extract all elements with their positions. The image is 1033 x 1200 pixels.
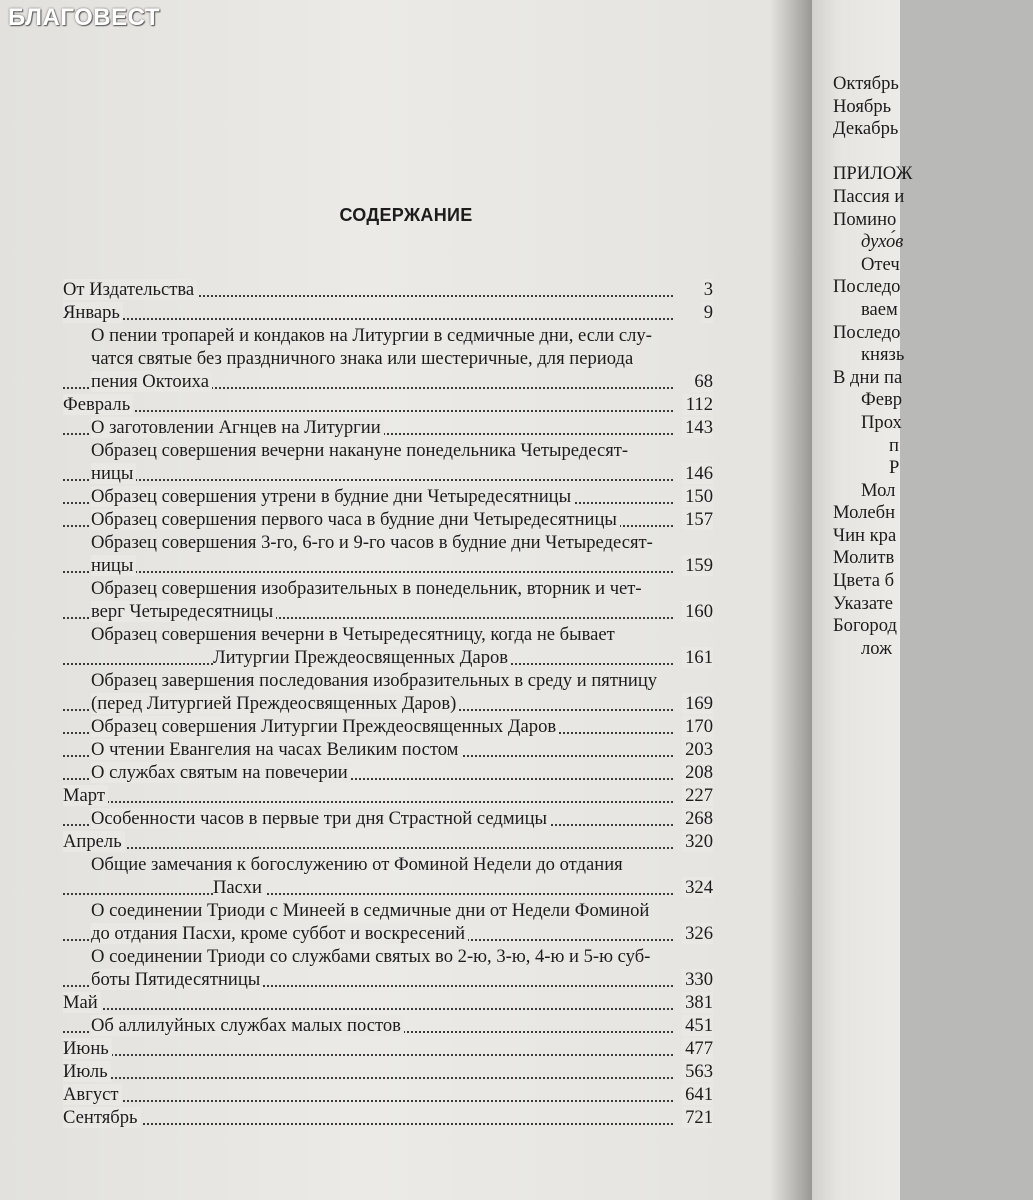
toc-entry-title: Январь: [63, 302, 123, 323]
toc-entry-title: ницы: [91, 463, 136, 484]
toc-entry: [63, 462, 713, 485]
right-page-line: Молебн: [833, 502, 896, 524]
right-page-line: Чин кра: [833, 524, 897, 546]
toc-entry: [63, 784, 713, 807]
toc-entry: [63, 393, 713, 416]
toc-page-number: 161: [682, 647, 713, 668]
toc-entry-line: чатся святые без праздничного знака или шестеричные, для периода: [91, 348, 634, 369]
toc-page-number: 143: [682, 417, 713, 438]
toc-entry-title: От Издательства: [63, 279, 197, 300]
toc-entry-line: Общие замечания к богослужению от Фоминой Недели до отдания: [91, 854, 623, 875]
toc-entry-title: О службах святым на повечерии: [91, 762, 351, 783]
toc-entry: [63, 761, 713, 784]
toc-entry-title: Образец совершения первого часа в будние дни Четыредесятницы: [91, 509, 620, 530]
toc-entry: [63, 278, 713, 301]
toc-entry: [63, 1060, 713, 1083]
toc-entry-line: Образец совершения 3-го, 6-го и 9-го часов в будние дни Четыредесят-: [91, 532, 653, 553]
toc-page-number: 477: [682, 1038, 713, 1059]
toc-entry-line: О соединении Триоди со службами святых во 2-ю, 3-ю, 4-ю и 5-ю суб-: [91, 946, 651, 967]
toc-page-number: 268: [682, 808, 713, 829]
right-page-line: Октябрь: [833, 73, 899, 94]
toc-entry-line: О соединении Триоди с Минеей в седмичные дни от Недели Фоминой: [91, 900, 650, 921]
toc-entry: [63, 807, 713, 830]
toc-entry-line: О пении тропарей и кондаков на Литургии в седмичные дни, если слу-: [91, 325, 652, 346]
toc-page-number: 721: [682, 1107, 713, 1128]
toc-entry: [63, 370, 713, 393]
right-page-line: Р: [889, 457, 900, 479]
toc-entry: [63, 301, 713, 324]
toc-entry: [63, 1037, 713, 1060]
right-page-line: Мол: [861, 479, 896, 501]
toc-page-number: 170: [682, 716, 713, 737]
toc-entry-title: Июнь: [63, 1038, 112, 1059]
toc-entry: [63, 485, 713, 508]
toc-entry: [63, 1083, 713, 1106]
toc-page-number: 324: [682, 877, 713, 898]
right-page-line: Молитв: [833, 547, 895, 569]
toc-entry-title: ницы: [91, 555, 136, 576]
toc-entry: [63, 600, 713, 623]
toc-page-number: 451: [682, 1015, 713, 1036]
right-page-line: Февр: [861, 389, 903, 411]
right-page-list: [833, 73, 1033, 660]
toc-entry-title: Июль: [63, 1061, 111, 1082]
toc-page-number: 9: [701, 302, 713, 323]
watermark-logo: БЛАГОВЕСТ: [8, 4, 161, 31]
right-page-line: князь: [861, 344, 905, 366]
toc-page-number: 68: [691, 371, 713, 392]
toc-entry-title: боты Пятидесятницы: [91, 969, 263, 990]
toc-entry-title: Литургии Преждеосвященных Даров: [213, 647, 511, 668]
toc-entry-title: пения Октоиха: [91, 371, 212, 392]
toc-entry: [63, 715, 713, 738]
toc-page-number: 320: [682, 831, 713, 852]
toc-list: [63, 278, 713, 1129]
toc-entry-line: Образец завершения последования изобразительных в среду и пятницу: [91, 670, 658, 691]
right-page-line: ваем: [861, 298, 898, 320]
toc-page-number: 381: [682, 992, 713, 1013]
toc-page-number: 330: [682, 969, 713, 990]
toc-entry-title: до отдания Пасхи, кроме суббот и воскресений: [91, 923, 468, 944]
right-page-line: ПРИЛОЖ: [833, 163, 913, 185]
toc-page-number: 160: [682, 601, 713, 622]
right-page: [812, 0, 913, 1200]
right-page-line: лож: [861, 637, 892, 659]
toc-entry-line: Образец совершения изобразительных в понедельник, вторник и чет-: [91, 578, 642, 599]
toc-entry: [63, 508, 713, 531]
toc-entry-title: Особенности часов в первые три дня Страстной седмицы: [91, 808, 550, 829]
toc-page-number: 150: [682, 486, 713, 507]
toc-entry-title: Пасхи: [213, 877, 265, 898]
toc-entry: [63, 1014, 713, 1037]
right-page-line: Последо: [833, 321, 901, 343]
toc-entry: [63, 646, 713, 669]
toc-entry-title: Апрель: [63, 831, 125, 852]
toc-entry-title: Образец совершения утрени в будние дни Четыредесятницы: [91, 486, 574, 507]
toc-entry-title: верг Четыредесятницы: [91, 601, 276, 622]
toc-page-number: 146: [682, 463, 713, 484]
toc-page-number: 227: [682, 785, 713, 806]
toc-entry-title: Об аллилуйных службах малых постов: [91, 1015, 404, 1036]
toc-entry: [63, 830, 713, 853]
toc-entry-title: Сентябрь: [63, 1107, 141, 1128]
toc-entry: [63, 991, 713, 1014]
right-page-line: Прох: [861, 411, 902, 433]
toc-entry: [63, 554, 713, 577]
toc-entry: [63, 416, 713, 439]
right-page-line: духо́в: [861, 231, 904, 253]
right-page-line: Указате: [833, 592, 894, 614]
page-title: СОДЕРЖАНИЕ: [339, 205, 473, 225]
toc-page-number: 159: [682, 555, 713, 576]
right-page-line: Последо: [833, 276, 901, 298]
toc-entry-title: Май: [63, 992, 101, 1013]
right-page-line: В дни па: [833, 366, 903, 388]
toc-page-number: 157: [682, 509, 713, 530]
toc-page-number: 203: [682, 739, 713, 760]
toc-page-number: 208: [682, 762, 713, 783]
toc-page-number: 169: [682, 693, 713, 714]
right-page-line: Ноябрь: [833, 95, 892, 117]
toc-page-number: 326: [682, 923, 713, 944]
toc-page-number: 641: [682, 1084, 713, 1105]
toc-entry-line: Образец совершения вечерни накануне понедельника Четыредесят-: [91, 440, 629, 461]
toc-page-number: 563: [682, 1061, 713, 1082]
right-page-line: Цвета б: [833, 570, 895, 592]
toc-entry-title: О заготовлении Агнцев на Литургии: [91, 417, 384, 438]
toc-entry: [63, 738, 713, 761]
toc-page-number: 3: [701, 279, 713, 300]
toc-entry: [63, 922, 713, 945]
right-page-line: Отеч: [861, 253, 900, 275]
toc-entry-title: (перед Литургией Преждеосвященных Даров): [91, 693, 459, 714]
toc-entry-title: Март: [63, 785, 108, 806]
right-page-line: п: [889, 434, 899, 456]
toc-entry: [63, 968, 713, 991]
toc-entry: [63, 692, 713, 715]
toc-page-number: 112: [683, 394, 713, 415]
right-page-line: [833, 141, 1033, 164]
toc-entry: [63, 1106, 713, 1129]
right-page-line: Помино: [833, 208, 897, 230]
right-page-line: Пассия и: [833, 185, 905, 207]
toc-entry-title: Февраль: [63, 394, 133, 415]
right-page-line: Декабрь: [833, 118, 899, 140]
toc-entry-title: О чтении Евангелия на часах Великим постом: [91, 739, 461, 760]
right-page-line: Богород: [833, 615, 897, 637]
toc-entry-line: Образец совершения вечерни в Четыредесятницу, когда не бывает: [91, 624, 615, 645]
toc-entry-title: Август: [63, 1084, 122, 1105]
toc-entry-title: Образец совершения Литургии Преждеосвященных Даров: [91, 716, 559, 737]
toc-entry: [63, 876, 713, 899]
